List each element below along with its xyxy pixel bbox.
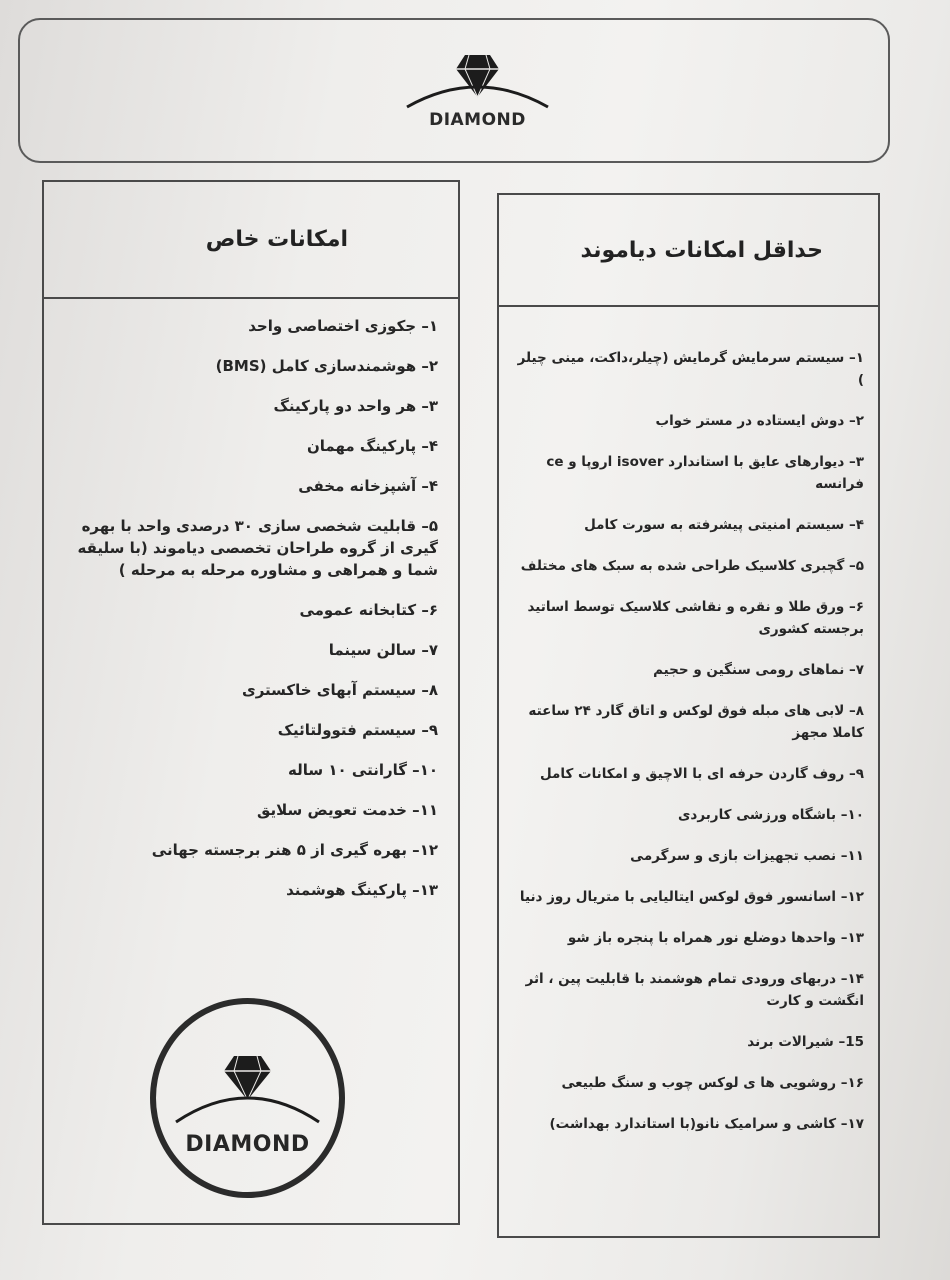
list-item: ۳– هر واحد دو پارکینگ: [273, 397, 438, 415]
list-item: ۶– کتابخانه عمومی: [299, 601, 438, 619]
list-item: ۲– دوش ایستاده در مستر خواب: [655, 413, 864, 429]
list-item: ۱– جکوزی اختصاصی واحد: [248, 317, 438, 335]
footer-logo: [150, 998, 345, 1198]
list-item: ۸– سیستم آبهای خاکستری: [241, 681, 438, 699]
special-features-title: امکانات خاص: [44, 182, 458, 299]
list-item: ۱۳– واحدها دوضلع نور همراه با پنجره باز شو: [567, 930, 864, 946]
list-item: ۱۱– نصب تجهیزات بازی و سرگرمی: [630, 848, 864, 864]
list-item: ۱۷– کاشی و سرامیک نانو(با استاندارد بهداشت): [549, 1116, 864, 1132]
list-item: ۱۰– گارانتی ۱۰ ساله: [288, 761, 438, 779]
list-item: ۵– قابلیت شخصی سازی ۳۰ درصدی واحد با بهره گیری از گروه طراحان تخصصی دیاموند (با سلیقه شما و همراهی و مشاوره مرحله به مرحله ): [77, 517, 438, 579]
list-item: ۱۲– بهره گیری از ۵ هنر برجسته جهانی: [151, 841, 438, 859]
list-item: ۴– سیستم امنیتی پیشرفته به سورت کامل: [584, 517, 864, 533]
list-item: ۹– سیستم فتوولتائیک: [277, 721, 438, 739]
list-item: ۷– نماهای رومی سنگین و حجیم: [653, 662, 864, 678]
list-item: ۱۴– دربهای ورودی تمام هوشمند با قابلیت پین ، اثر انگشت و کارت: [525, 971, 864, 1009]
footer-brand-text: DIAMOND: [185, 1132, 310, 1157]
minimum-features-list: [499, 307, 878, 1135]
minimum-features-title: حداقل امکانات دیاموند: [499, 195, 878, 307]
list-item: ۵– گچبری کلاسیک طراحی شده به سبک های مختلف: [520, 558, 864, 574]
header-brand-text: DIAMOND: [429, 110, 526, 130]
list-item: ۱۰– باشگاه ورزشی کاربردی: [678, 807, 864, 823]
list-item: ۷– سالن سینما: [328, 641, 438, 659]
list-item: ۱– سیستم سرمایش گرمایش (چیلر،داکت، مینی چیلر ): [517, 350, 864, 388]
list-item: ۹– روف گاردن حرفه ای با الاچیق و امکانات کامل: [540, 766, 864, 782]
list-item: ۱۲– اسانسور فوق لوکس ایتالیایی با متریال روز دنیا: [519, 889, 864, 905]
list-item: 15– شیرالات برند: [747, 1034, 864, 1050]
list-item: ۱۱– خدمت تعویض سلایق: [256, 801, 438, 819]
list-item: ۳– دیوارهای عایق با استاندارد isover اروپا و ce فرانسه: [546, 454, 864, 492]
diamond-icon: [395, 45, 560, 115]
list-item: ۱۳– پارکینگ هوشمند: [286, 881, 438, 899]
list-item: ۴– آشپزخانه مخفی: [298, 477, 438, 495]
list-item: ۶– ورق طلا و نقره و نقاشی کلاسیک توسط اساتید برجسته کشوری: [527, 599, 864, 637]
header-logo: [395, 45, 560, 140]
special-features-list: [44, 299, 458, 901]
list-item: ۲– هوشمندسازی کامل (BMS): [215, 357, 438, 375]
minimum-features-panel: [497, 193, 880, 1238]
list-item: ۱۶– روشویی ها ی لوکس چوب و سنگ طبیعی: [561, 1075, 864, 1091]
diamond-icon: [156, 1004, 339, 1124]
list-item: ۴– پارکینگ مهمان: [306, 437, 438, 455]
list-item: ۸– لابی های مبله فوق لوکس و اتاق گارد ۲۴ ساعته کاملا مجهز: [528, 703, 864, 741]
